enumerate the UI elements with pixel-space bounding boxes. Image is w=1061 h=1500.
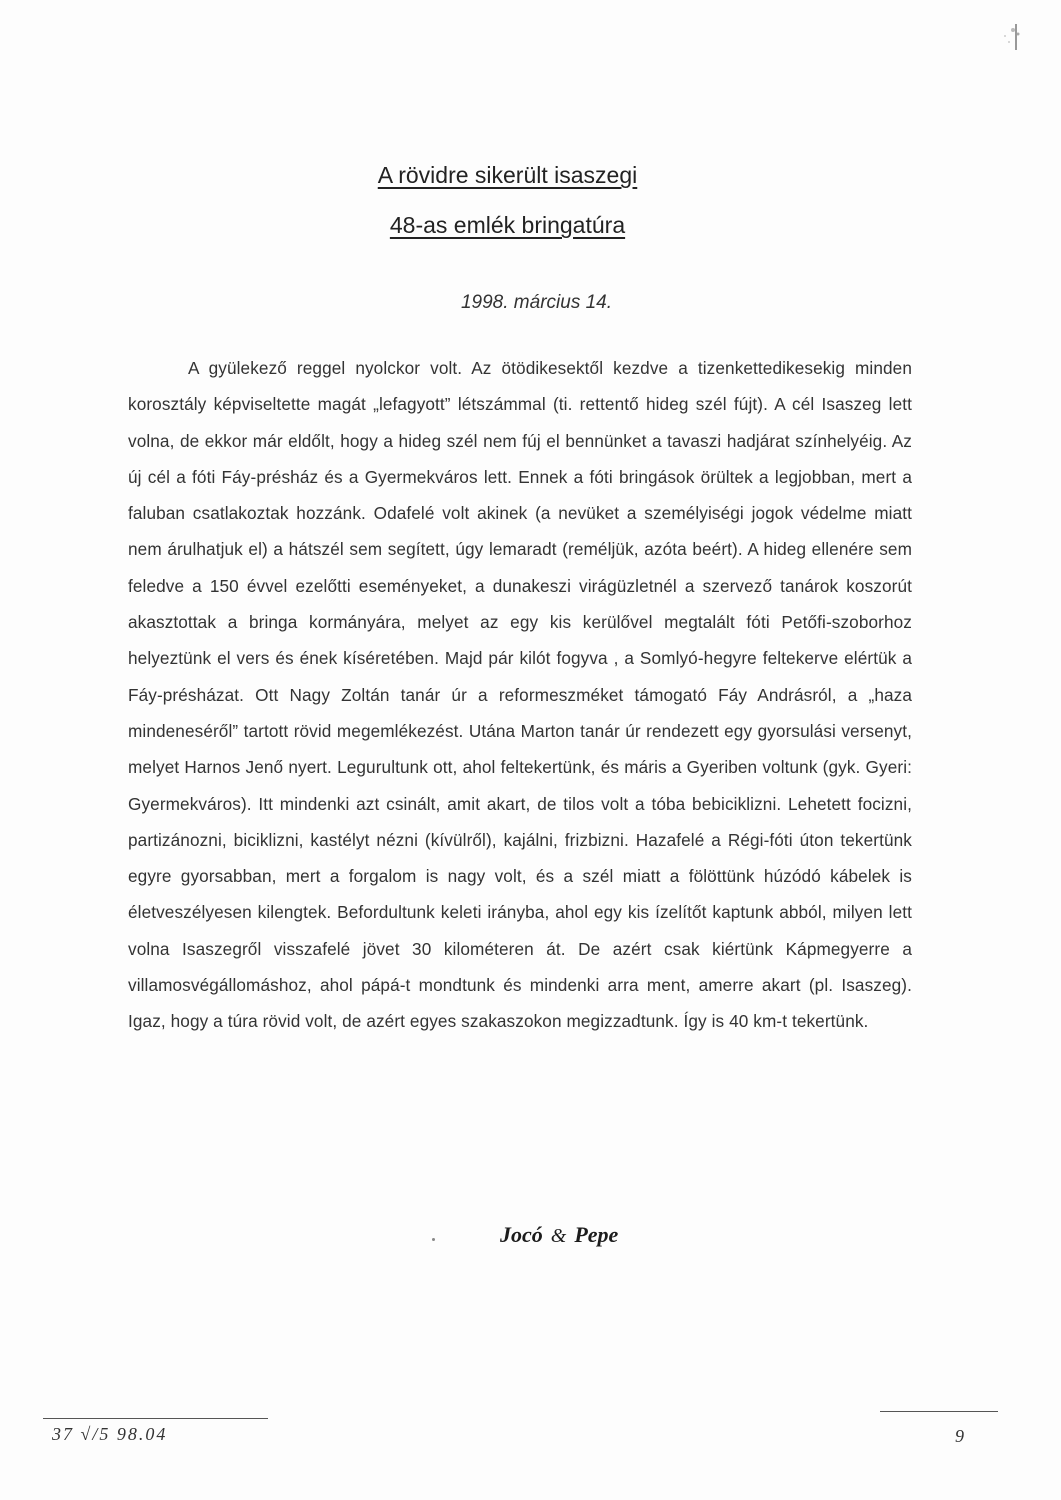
- stray-dot: [432, 1238, 435, 1241]
- footer-rule-right: [880, 1411, 998, 1412]
- signature-ampersand: &: [550, 1225, 567, 1247]
- signature-second-name: Pepe: [574, 1222, 619, 1247]
- document-title-line1: A rövidre sikerült isaszegi: [377, 162, 638, 188]
- document-date: 1998. március 14.: [460, 292, 613, 313]
- author-signature: [500, 1222, 618, 1248]
- scan-smudge-mark: [985, 22, 1027, 52]
- document-title-line2: 48-as emlék bringatúra: [389, 212, 626, 238]
- page-number: 9: [955, 1426, 964, 1446]
- footer-rule-left: [43, 1418, 268, 1419]
- signature-first-name: Jocó: [500, 1222, 543, 1247]
- article-body: A gyülekező reggel nyolckor volt. Az ötödikesektől kezdve a tizenkettedikesekig minden korosztály képviseltette magát „lefagyott” létszámmal (ti. rettentő hideg szél fújt). A cél Isaszeg lett volna, de ekkor már eldőlt, hogy a hideg szél nem fúj el bennünket a tavaszi hadjárat színhelyéig. Az új cél a fóti Fáy-présház és a Gyermekváros lett. Ennek a fóti bringások örültek a legjobban, mert a faluban csatlakoztak hozzánk. Odafelé volt akinek (a nevüket a személyiségi jogok védelme miatt nem árulhatjuk el) a hátszél sem segített, úgy lemaradt (reméljük, azóta beért). A hideg ellenére sem feledve a 150 évvel ezelőtti eseményeket, a dunakeszi virágüzletnél a szervező tanárok koszorút akasztottak a bringa kormányára, melyet az egy kis kerülővel megtalált fóti Petőfi-szoborhoz helyeztünk el vers és ének kíséretében. Majd pár kilót fogyva , a Somlyó-hegyre feltekerve elértük a Fáy-présházat. Ott Nagy Zoltán tanár úr a reformeszméket támogató Fáy Andrásról, a „haza mindeneséről” tartott rövid megemlékezést. Utána Marton tanár úr rendezett egy gyorsulási versenyt, melyet Harnos Jenő nyert. Legurultunk ott, ahol feltekertünk, és máris a Gyeriben voltunk (gyk. Gyeri: Gyermekváros). Itt mindenki azt csinált, amit akart, de tilos volt a tóba bebiciklizni. Lehetett focizni, partizánozni, biciklizni, kastélyt nézni (kívülről), kajálni, frizbizni. Hazafelé a Régi-fóti úton tekertünk egyre gyorsabban, mert a forgalom is nagy volt, és a szél miatt a fölöttünk húzódó kábelek is életveszélyesen kilengtek. Befordultunk keleti irányba, ahol egy kis ízelítőt kaptunk abból, milyen lett volna Isaszegről visszafelé jövet 30 kilométeren át. De azért csak kiértünk Kápmegyerre a villamosvégállomáshoz, ahol pápá-t mondtunk és mindenki arra ment, amerre akart (pl. Isaszeg). Igaz, hogy a túra rövid volt, de azért egyes szakaszokon megizzadtunk. Így is 40 km-t tekertünk.: [128, 358, 912, 1032]
- handwritten-archive-note: 37 √/5 98.04: [52, 1424, 168, 1444]
